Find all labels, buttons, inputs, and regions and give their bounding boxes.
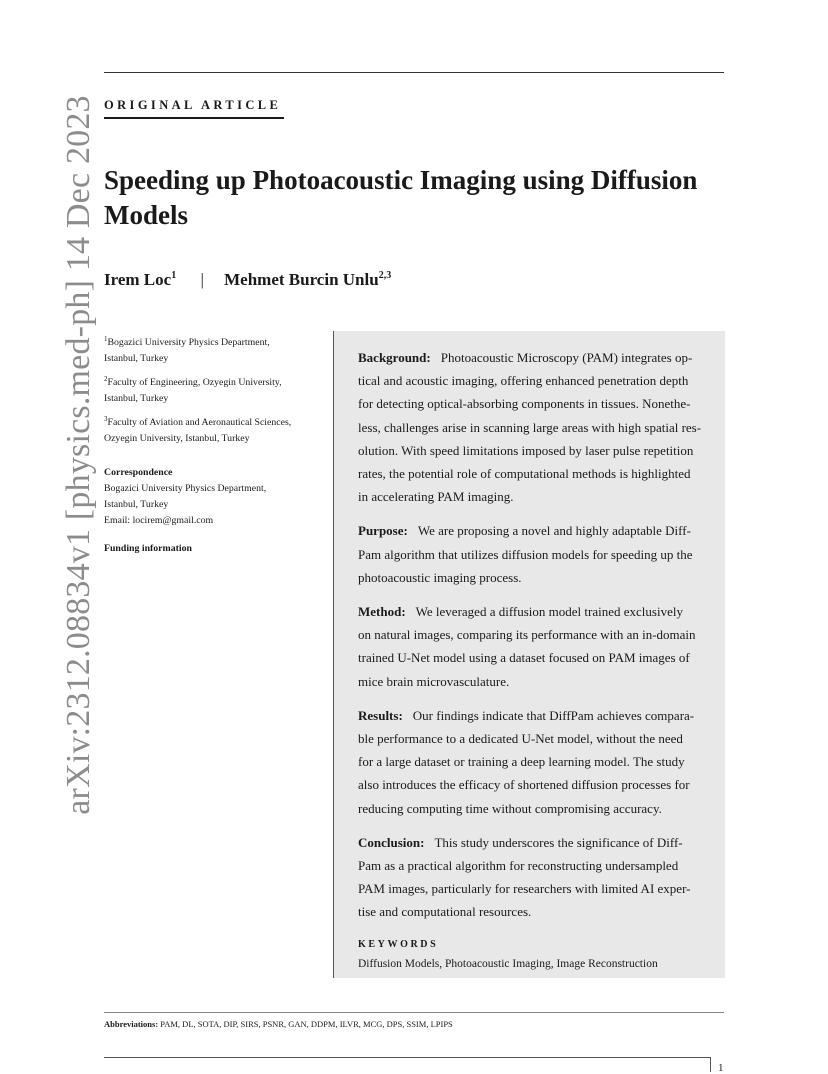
author-list (104, 270, 391, 290)
funding-heading: Funding information (104, 543, 192, 554)
footnote-rule (104, 1012, 724, 1013)
affiliation-line: Istanbul, Turkey (104, 353, 169, 364)
article-type-underline (104, 117, 284, 119)
abstract-heading: Purpose: (358, 523, 408, 539)
abstract-line: Pam as a practical algorithm for reconstructing undersampled (358, 858, 679, 874)
author-name: Mehmet Burcin Unlu (224, 270, 379, 289)
affiliation-line: Faculty of Engineering, Ozyegin University, (107, 377, 282, 388)
keywords-heading: KEYWORDS (358, 939, 439, 950)
affiliations-column (104, 331, 326, 561)
affiliation-mark: 2 (104, 375, 108, 383)
abstract-line: for detecting optical-absorbing components in tissues. Nonethe- (358, 396, 691, 412)
top-rule (104, 72, 724, 73)
abstract-line: We leveraged a diffusion model trained exclusively (415, 604, 683, 620)
affiliation-line: Bogazici University Physics Department, (107, 337, 270, 348)
page-number: 1 (718, 1062, 724, 1074)
abstract (358, 346, 718, 935)
affiliation (104, 411, 326, 447)
abstract-line: on natural images, comparing its performance with an in-domain (358, 627, 696, 643)
abstract-line: ble performance to a dedicated U-Net model, without the need (358, 731, 683, 747)
abstract-line: photoacoustic imaging process. (358, 569, 522, 585)
abstract-line: We are proposing a novel and highly adaptable Diff- (417, 523, 691, 539)
author-separator: | (200, 270, 204, 289)
abstract-line: tise and computational resources. (358, 904, 532, 920)
funding-block (104, 541, 326, 557)
page-number-divider (710, 1057, 711, 1072)
abstract-heading: Conclusion: (358, 834, 425, 850)
affiliation-mark: 3 (104, 415, 108, 423)
abstract-heading: Method: (358, 604, 406, 620)
abbreviations-list: PAM, DL, SOTA, DIP, SIRS, PSNR, GAN, DDPM, ILVR, MCG, DPS, SSIM, LPIPS (160, 1019, 453, 1029)
abstract-results (358, 704, 718, 820)
abstract-line: less, challenges arise in scanning large areas with high spatial res- (358, 419, 702, 435)
abstract-purpose (358, 519, 718, 589)
abstract-line: for a large dataset or training a deep learning model. The study (358, 754, 685, 770)
abstract-method (358, 600, 718, 693)
abstract-conclusion (358, 831, 718, 924)
abstract-line: trained U-Net model using a dataset focused on PAM images of (358, 650, 690, 666)
abstract-line: in accelerating PAM imaging. (358, 489, 514, 505)
keywords-list: Diffusion Models, Photoacoustic Imaging, Image Reconstruction (358, 958, 658, 970)
paper-title (104, 163, 744, 233)
affiliation-mark: 1 (104, 335, 108, 343)
correspondence-line: Istanbul, Turkey (104, 499, 169, 510)
title-line: Models (104, 200, 188, 230)
abstract-line: Our findings indicate that DiffPam achieves compara- (412, 707, 695, 723)
abstract-background (358, 346, 718, 508)
author-name: Irem Loc (104, 270, 172, 289)
affiliation-line: Faculty of Aviation and Aeronautical Sciences, (107, 417, 292, 428)
article-type-label: ORIGINAL ARTICLE (104, 98, 282, 112)
correspondence-block (104, 465, 326, 529)
abstract-line: also introduces the efficacy of shortened diffusion processes for (358, 777, 690, 793)
affiliation-line: Ozyegin University, Istanbul, Turkey (104, 433, 250, 444)
affiliation-line: Istanbul, Turkey (104, 393, 169, 404)
author-affiliation-mark: 2,3 (378, 270, 392, 281)
abstract-line: Pam algorithm that utilizes diffusion models for speeding up the (358, 546, 693, 562)
abbreviations-label: Abbreviations: (104, 1019, 159, 1029)
abstract-line: mice brain microvasculature. (358, 673, 510, 689)
abbreviations-footnote (104, 1019, 453, 1029)
abstract-heading: Results: (358, 707, 403, 723)
abstract-line: Photoacoustic Microscopy (PAM) integrates op- (440, 350, 693, 365)
bottom-rule (104, 1057, 710, 1058)
abstract-line: This study underscores the significance of Diff- (434, 834, 683, 850)
affiliation (104, 371, 326, 407)
correspondence-email: Email: locirem@gmail.com (104, 515, 214, 526)
correspondence-heading: Correspondence (104, 467, 173, 478)
abstract-line: olution. With speed limitations imposed by laser pulse repetition (358, 442, 694, 458)
abstract-line: PAM images, particularly for researchers with limited AI exper- (358, 881, 691, 897)
abstract-line: tical and acoustic imaging, offering enhanced penetration depth (358, 373, 689, 389)
abstract-line: reducing computing time without compromising accuracy. (358, 800, 662, 816)
author-affiliation-mark: 1 (171, 270, 177, 281)
arxiv-identifier: arXiv:2312.08834v1 [physics.med-ph] 14 Dec 2023 (60, 95, 97, 815)
affiliation (104, 331, 326, 367)
abstract-heading: Background: (358, 350, 431, 365)
abstract-line: rates, the potential role of computational methods is highlighted (358, 466, 691, 482)
correspondence-line: Bogazici University Physics Department, (104, 483, 267, 494)
title-line: Speeding up Photoacoustic Imaging using Diffusion (104, 165, 698, 195)
